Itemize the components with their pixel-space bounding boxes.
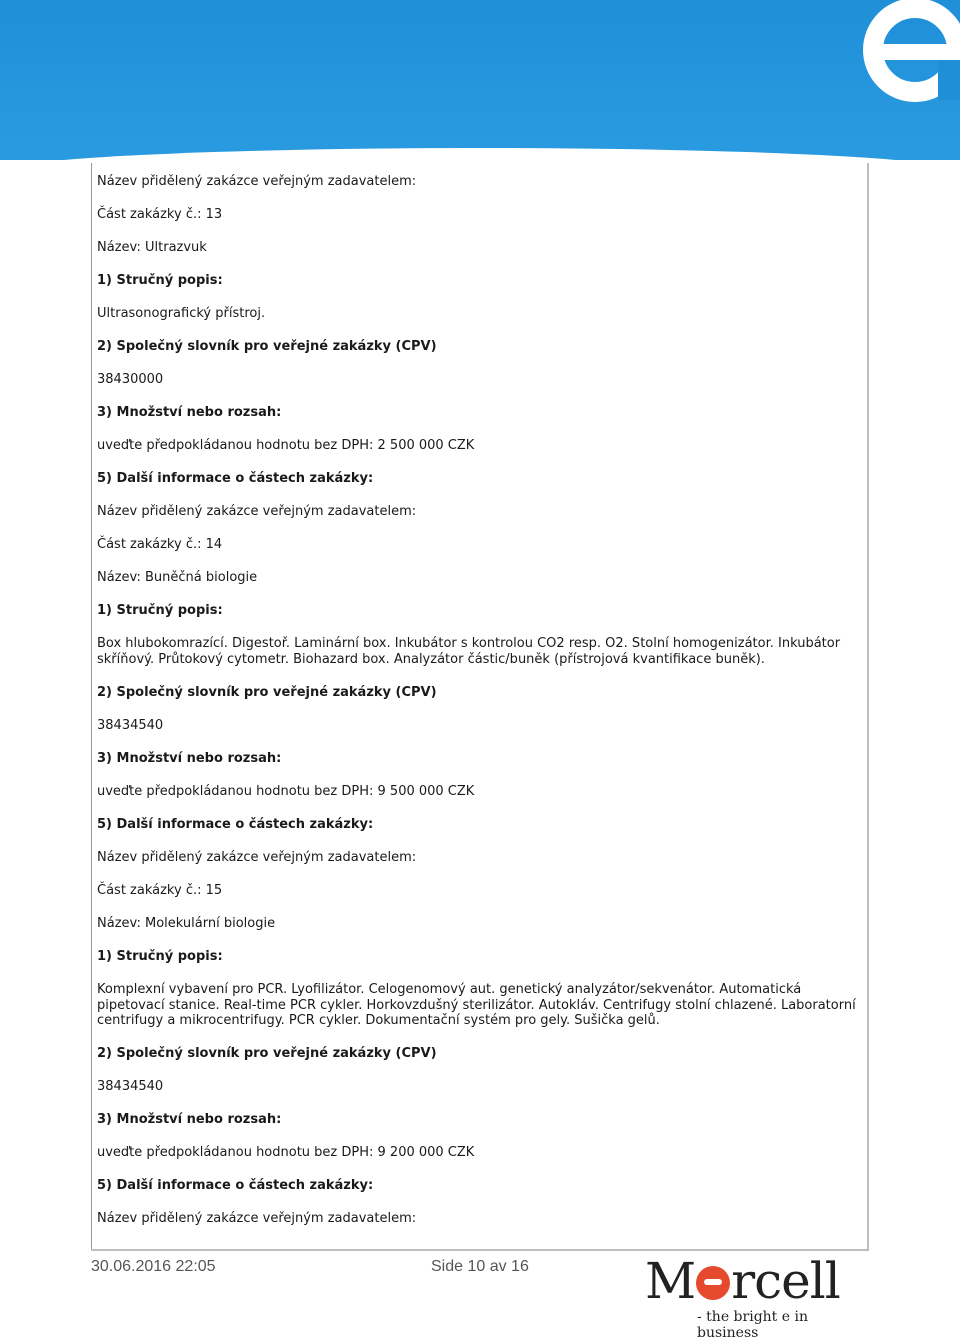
logo-word-end: rcell xyxy=(731,1252,840,1310)
brand-e-icon xyxy=(820,0,960,110)
cpv-code: 38434540 xyxy=(97,718,164,733)
section-heading: 2) Společný slovník pro veřejné zakázky (CPV) xyxy=(97,685,437,700)
footer-timestamp: 30.06.2016 22:05 xyxy=(91,1258,216,1275)
frame-left-border xyxy=(91,163,92,1251)
estimated-value: uveďte předpokládanou hodnotu bez DPH: 9 500 000 CZK xyxy=(97,784,475,799)
section-heading: 2) Společný slovník pro veřejné zakázky (CPV) xyxy=(97,339,437,354)
section-heading: 5) Další informace o částech zakázky: xyxy=(97,817,374,832)
awarded-name-label: Název přidělený zakázce veřejným zadavatelem: xyxy=(97,174,417,189)
estimated-value: uveďte předpokládanou hodnotu bez DPH: 2 500 000 CZK xyxy=(97,438,475,453)
section-heading: 5) Další informace o částech zakázky: xyxy=(97,471,374,486)
lot-title: Název: Molekulární biologie xyxy=(97,916,276,931)
lot-number: Část zakázky č.: 14 xyxy=(97,537,223,552)
lot-title: Název: Ultrazvuk xyxy=(97,240,207,255)
logo-word-start: M xyxy=(645,1252,696,1310)
awarded-name-label: Název přidělený zakázce veřejným zadavatelem: xyxy=(97,504,417,519)
logo-wordmark xyxy=(645,1253,840,1309)
awarded-name-label: Název přidělený zakázce veřejným zadavatelem: xyxy=(97,1211,417,1226)
section-heading: 1) Stručný popis: xyxy=(97,949,223,964)
description-text: Box hlubokomrazící. Digestoř. Laminární box. Inkubátor s kontrolou CO2 resp. O2. Stolní homogenizátor. Inkubátor skříňový. Průtokový cytometr. Biohazard box. Analyzátor částic/buněk (přístrojová kvantifikace buněk). xyxy=(97,636,841,667)
header-band xyxy=(0,0,960,160)
footer-page-number: Side 10 av 16 xyxy=(431,1258,529,1275)
logo-e-icon xyxy=(696,1266,730,1300)
description-text: Ultrasonografický přístroj. xyxy=(97,306,266,321)
section-heading: 5) Další informace o částech zakázky: xyxy=(97,1178,374,1193)
section-heading: 1) Stručný popis: xyxy=(97,603,223,618)
lot-number: Část zakázky č.: 13 xyxy=(97,207,223,222)
frame-right-border xyxy=(867,163,869,1251)
section-heading: 3) Množství nebo rozsah: xyxy=(97,405,282,420)
description-text: Komplexní vybavení pro PCR. Lyofilizátor. Celogenomový aut. genetický analyzátor/sekvenátor. Automatická pipetovací stanice. Real-time PCR cykler. Horkovzdušný sterilizátor. Autokláv. Centrifugy stolní chlazené. Laboratorní centrifugy a mikrocentrifugy. PCR cykler. Dokumentační systém pro gely. Sušička gelů. xyxy=(97,982,856,1028)
estimated-value: uveďte předpokládanou hodnotu bez DPH: 9 200 000 CZK xyxy=(97,1145,475,1160)
mercell-logo xyxy=(645,1252,870,1341)
section-heading: 3) Množství nebo rozsah: xyxy=(97,1112,282,1127)
cpv-code: 38434540 xyxy=(97,1079,164,1094)
frame-bottom-border xyxy=(91,1249,869,1251)
cpv-code: 38430000 xyxy=(97,372,164,387)
lot-number: Část zakázky č.: 15 xyxy=(97,883,223,898)
lot-title: Název: Buněčná biologie xyxy=(97,570,258,585)
section-heading: 2) Společný slovník pro veřejné zakázky (CPV) xyxy=(97,1046,437,1061)
section-heading: 1) Stručný popis: xyxy=(97,273,223,288)
section-heading: 3) Množství nebo rozsah: xyxy=(97,751,282,766)
logo-tagline: - the bright e in business xyxy=(697,1309,808,1341)
awarded-name-label: Název přidělený zakázce veřejným zadavatelem: xyxy=(97,850,417,865)
